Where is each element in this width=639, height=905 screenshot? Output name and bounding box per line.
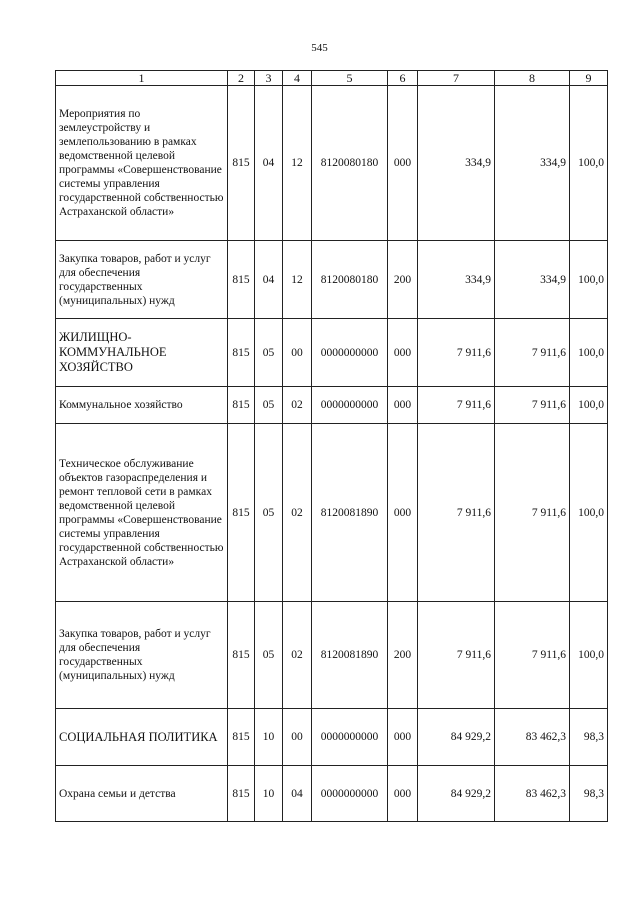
cell-admin-code: 815 bbox=[228, 602, 255, 709]
cell-section: 10 bbox=[255, 709, 283, 766]
cell-percent: 98,3 bbox=[570, 766, 608, 822]
cell-subsection: 12 bbox=[283, 86, 312, 241]
table-row bbox=[56, 241, 608, 319]
row-name: Техническое обслуживание объектов газораспределения и ремонт тепловой сети в рамках ведомственной целевой программы «Совершенствование системы управления государственной собственностью Астраханской области» bbox=[56, 424, 228, 602]
cell-subsection: 00 bbox=[283, 709, 312, 766]
cell-admin-code: 815 bbox=[228, 241, 255, 319]
cell-expense-type: 000 bbox=[388, 766, 418, 822]
cell-percent: 100,0 bbox=[570, 241, 608, 319]
cell-expense-type: 200 bbox=[388, 602, 418, 709]
cell-section: 05 bbox=[255, 387, 283, 424]
cell-section: 05 bbox=[255, 319, 283, 387]
column-header: 5 bbox=[312, 71, 388, 86]
cell-section: 04 bbox=[255, 86, 283, 241]
cell-expense-type: 000 bbox=[388, 86, 418, 241]
row-name: Мероприятия по землеустройству и землепользованию в рамках ведомственной целевой программы «Совершенствование системы управления государственной собственностью Астраханской области» bbox=[56, 86, 228, 241]
table-row bbox=[56, 319, 608, 387]
cell-section: 04 bbox=[255, 241, 283, 319]
table-header-row bbox=[56, 71, 608, 86]
row-name: СОЦИАЛЬНАЯ ПОЛИТИКА bbox=[56, 709, 228, 766]
table-row bbox=[56, 387, 608, 424]
cell-admin-code: 815 bbox=[228, 387, 255, 424]
page-number: 545 bbox=[311, 42, 328, 54]
cell-section: 05 bbox=[255, 602, 283, 709]
row-name: Охрана семьи и детства bbox=[56, 766, 228, 822]
cell-target-code: 8120081890 bbox=[312, 602, 388, 709]
cell-planned: 84 929,2 bbox=[418, 709, 495, 766]
table-row bbox=[56, 766, 608, 822]
cell-target-code: 0000000000 bbox=[312, 387, 388, 424]
row-name: ЖИЛИЩНО-КОММУНАЛЬНОЕ ХОЗЯЙСТВО bbox=[56, 319, 228, 387]
column-header: 8 bbox=[495, 71, 570, 86]
cell-expense-type: 000 bbox=[388, 424, 418, 602]
cell-actual: 7 911,6 bbox=[495, 319, 570, 387]
cell-admin-code: 815 bbox=[228, 709, 255, 766]
cell-expense-type: 000 bbox=[388, 319, 418, 387]
cell-admin-code: 815 bbox=[228, 86, 255, 241]
row-name: Закупка товаров, работ и услуг для обеспечения государственных (муниципальных) нужд bbox=[56, 241, 228, 319]
cell-actual: 7 911,6 bbox=[495, 424, 570, 602]
cell-planned: 84 929,2 bbox=[418, 766, 495, 822]
cell-subsection: 02 bbox=[283, 602, 312, 709]
cell-actual: 334,9 bbox=[495, 86, 570, 241]
column-header: 3 bbox=[255, 71, 283, 86]
cell-target-code: 0000000000 bbox=[312, 766, 388, 822]
column-header: 9 bbox=[570, 71, 608, 86]
cell-admin-code: 815 bbox=[228, 319, 255, 387]
cell-target-code: 8120080180 bbox=[312, 86, 388, 241]
cell-percent: 98,3 bbox=[570, 709, 608, 766]
cell-percent: 100,0 bbox=[570, 387, 608, 424]
column-header: 1 bbox=[56, 71, 228, 86]
table-row bbox=[56, 709, 608, 766]
cell-subsection: 04 bbox=[283, 766, 312, 822]
cell-subsection: 00 bbox=[283, 319, 312, 387]
cell-actual: 83 462,3 bbox=[495, 766, 570, 822]
cell-percent: 100,0 bbox=[570, 424, 608, 602]
cell-admin-code: 815 bbox=[228, 424, 255, 602]
row-name: Закупка товаров, работ и услуг для обеспечения государственных (муниципальных) нужд bbox=[56, 602, 228, 709]
cell-subsection: 02 bbox=[283, 387, 312, 424]
row-name: Коммунальное хозяйство bbox=[56, 387, 228, 424]
cell-actual: 7 911,6 bbox=[495, 387, 570, 424]
cell-target-code: 8120081890 bbox=[312, 424, 388, 602]
cell-planned: 7 911,6 bbox=[418, 319, 495, 387]
column-header: 7 bbox=[418, 71, 495, 86]
cell-target-code: 0000000000 bbox=[312, 709, 388, 766]
cell-expense-type: 000 bbox=[388, 387, 418, 424]
cell-target-code: 8120080180 bbox=[312, 241, 388, 319]
cell-admin-code: 815 bbox=[228, 766, 255, 822]
cell-section: 10 bbox=[255, 766, 283, 822]
cell-actual: 83 462,3 bbox=[495, 709, 570, 766]
cell-subsection: 02 bbox=[283, 424, 312, 602]
cell-percent: 100,0 bbox=[570, 319, 608, 387]
cell-planned: 334,9 bbox=[418, 86, 495, 241]
cell-actual: 7 911,6 bbox=[495, 602, 570, 709]
cell-expense-type: 200 bbox=[388, 241, 418, 319]
cell-expense-type: 000 bbox=[388, 709, 418, 766]
cell-section: 05 bbox=[255, 424, 283, 602]
column-header: 4 bbox=[283, 71, 312, 86]
cell-planned: 7 911,6 bbox=[418, 387, 495, 424]
column-header: 2 bbox=[228, 71, 255, 86]
budget-table bbox=[55, 70, 608, 822]
table-row bbox=[56, 424, 608, 602]
cell-actual: 334,9 bbox=[495, 241, 570, 319]
column-header: 6 bbox=[388, 71, 418, 86]
cell-subsection: 12 bbox=[283, 241, 312, 319]
cell-planned: 334,9 bbox=[418, 241, 495, 319]
cell-planned: 7 911,6 bbox=[418, 424, 495, 602]
cell-target-code: 0000000000 bbox=[312, 319, 388, 387]
table-row bbox=[56, 602, 608, 709]
cell-percent: 100,0 bbox=[570, 602, 608, 709]
table-row bbox=[56, 86, 608, 241]
cell-planned: 7 911,6 bbox=[418, 602, 495, 709]
cell-percent: 100,0 bbox=[570, 86, 608, 241]
